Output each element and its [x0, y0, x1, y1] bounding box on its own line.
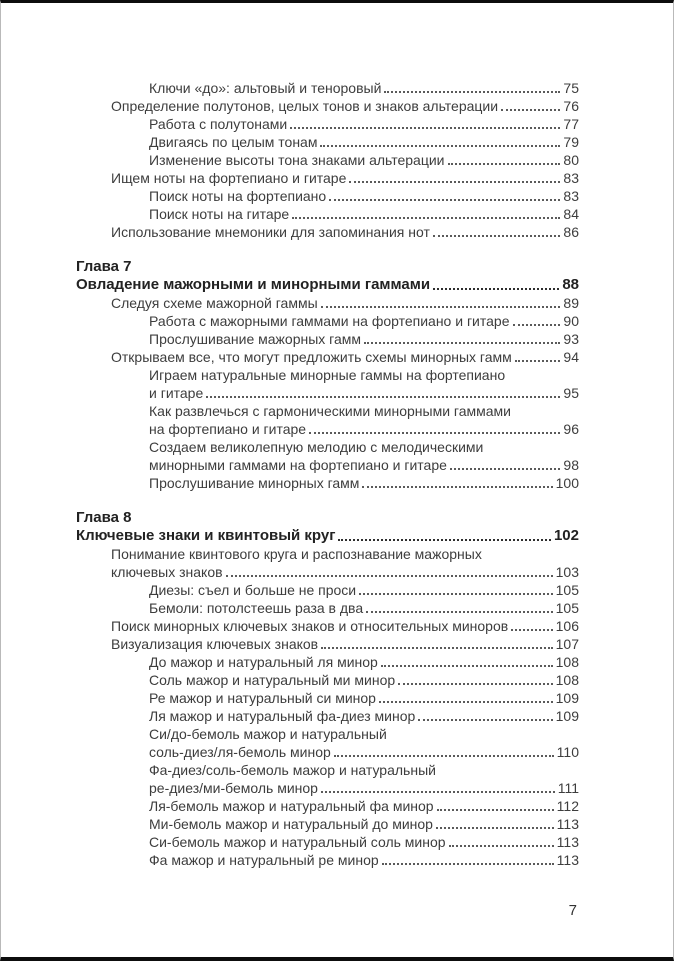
- dot-leader: [376, 689, 556, 707]
- dot-leader: [359, 474, 555, 492]
- toc-entry-page: 109: [555, 708, 579, 724]
- toc-entry-text: Определение полутонов, целых тонов и знаков альтерации: [111, 98, 499, 114]
- toc-entry-row: [149, 653, 579, 671]
- dot-leader: [434, 797, 557, 815]
- toc-entry-row: [149, 151, 579, 169]
- dot-leader: [289, 205, 563, 223]
- toc-entry-page: 93: [563, 331, 579, 347]
- dot-leader: [203, 384, 563, 402]
- dot-leader: [430, 276, 562, 294]
- toc-entry: [76, 79, 579, 97]
- folio-page-number: 7: [568, 902, 577, 919]
- toc-entry-row: [149, 743, 579, 761]
- toc-entry-page: 75: [563, 80, 579, 96]
- dot-leader: [395, 671, 556, 689]
- toc-entry-text: Работа с полутонами: [149, 116, 288, 132]
- toc-entry-text: Изменение высоты тона знаками альтерации: [149, 152, 445, 168]
- toc-entry-row: [149, 599, 579, 617]
- toc-entry: [76, 151, 579, 169]
- toc-entry-page: 90: [563, 313, 579, 329]
- toc-entry-text: Играем натуральные минорные гаммы на фортепиано: [149, 367, 506, 383]
- toc-entry-page: 106: [555, 618, 579, 634]
- toc-entry-text: Создаем великолепную мелодию с мелодическими: [149, 439, 484, 455]
- toc-entry-page: 95: [563, 385, 579, 401]
- toc-entry: [76, 833, 579, 851]
- toc-entry-row: [76, 276, 579, 294]
- toc-entry-text: Си-бемоль мажор и натуральный соль минор: [149, 834, 446, 850]
- toc-entry-page: 103: [555, 564, 579, 580]
- toc-entry-row: [149, 79, 579, 97]
- toc-entry-page: 83: [563, 170, 579, 186]
- toc-entry: [76, 205, 579, 223]
- toc-entry-page: 110: [556, 744, 579, 760]
- toc-entry-text: Использование мнемоники для запоминания нот: [111, 224, 430, 240]
- toc-entry-page: 77: [563, 116, 579, 132]
- toc-entry-page: 113: [556, 834, 579, 850]
- dot-leader: [508, 617, 555, 635]
- dot-leader: [306, 420, 563, 438]
- chapter-label: Глава 7: [76, 258, 132, 275]
- dot-leader: [378, 653, 556, 671]
- dot-leader: [498, 97, 563, 115]
- toc-entry: [76, 312, 579, 330]
- toc-entry: [76, 474, 579, 492]
- toc-entry: [76, 187, 579, 205]
- toc-entry-text: Ля-бемоль мажор и натуральный фа минор: [149, 798, 434, 814]
- toc-entry-text: Визуализация ключевых знаков: [111, 636, 319, 652]
- toc-entry-page: 108: [555, 672, 579, 688]
- toc-entry-text: Ми-бемоль мажор и натуральный до минор: [149, 816, 433, 832]
- toc-entry-row: [149, 205, 579, 223]
- dot-leader: [446, 833, 557, 851]
- dot-leader: [415, 707, 555, 725]
- dot-leader: [331, 743, 557, 761]
- toc-entry-row: [149, 689, 579, 707]
- toc-entry: [76, 97, 579, 115]
- dot-leader: [318, 294, 564, 312]
- toc-entry-page: 112: [556, 798, 579, 814]
- toc-entry-text: Ля мажор и натуральный фа-диез минор: [149, 708, 416, 724]
- toc-entry-text: Понимание квинтового круга и распознавание мажорных: [111, 546, 482, 562]
- dot-leader: [430, 223, 564, 241]
- toc-entry-text: Поиск минорных ключевых знаков и относительных миноров: [111, 618, 509, 634]
- toc-entry-text: Овладение мажорными и минорными гаммами: [76, 276, 431, 293]
- toc-entry-text: соль-диез/ля-бемоль минор: [149, 744, 331, 760]
- toc-entry-page: 102: [553, 527, 579, 544]
- toc-entry-text: Ищем ноты на фортепиано и гитаре: [111, 170, 347, 186]
- dot-leader: [512, 348, 564, 366]
- toc-entry: [76, 581, 579, 599]
- toc-entry: [76, 653, 579, 671]
- dot-leader: [447, 456, 564, 474]
- toc-entry: [76, 725, 579, 761]
- toc-entry: [76, 223, 579, 241]
- toc-entry-page: 96: [563, 421, 579, 437]
- dot-leader: [361, 330, 563, 348]
- dot-leader: [346, 169, 563, 187]
- toc-entry-row: [149, 330, 579, 348]
- toc-entry-text: Фа-диез/соль-бемоль мажор и натуральный: [149, 762, 436, 778]
- toc-entry-row: [149, 797, 579, 815]
- toc-entry-row: [111, 617, 579, 635]
- toc-entry-page: 89: [563, 295, 579, 311]
- toc-entry-page: 98: [563, 457, 579, 473]
- toc-entry-row: [149, 384, 579, 402]
- toc-entry: [76, 527, 579, 545]
- toc-entry-row: [149, 815, 579, 833]
- toc-entry: [76, 851, 579, 869]
- toc-entry-text: Си/до-бемоль мажор и натуральный: [149, 726, 387, 742]
- toc-entry-row: [149, 851, 579, 869]
- toc-entry-page: 84: [563, 206, 579, 222]
- toc-entry: [76, 761, 579, 797]
- toc-entry-row: [111, 563, 579, 581]
- toc-entry-row: [111, 635, 579, 653]
- toc-entry-text: Ключевые знаки и квинтовый круг: [76, 527, 336, 544]
- toc-entry-row: [149, 312, 579, 330]
- toc-entry: [76, 599, 579, 617]
- toc-entry-page: 88: [562, 276, 579, 293]
- toc-entry-text: Фа мажор и натуральный ре минор: [149, 852, 379, 868]
- toc-entry: [76, 169, 579, 187]
- toc-entry-text: Соль мажор и натуральный ми минор: [149, 672, 396, 688]
- toc-entry-text: ре-диез/ми-бемоль минор: [149, 780, 318, 796]
- toc-entry-row: [149, 115, 579, 133]
- dot-leader: [318, 779, 558, 797]
- dot-leader: [335, 527, 554, 545]
- toc-entry-text: Ключи «до»: альтовый и теноровый: [149, 80, 382, 96]
- toc-entry-text: Работа с мажорными гаммами на фортепиано и гитаре: [149, 313, 510, 329]
- toc-entry: [76, 330, 579, 348]
- toc-entry-page: 86: [563, 224, 579, 240]
- chapter-label: Глава 8: [76, 509, 132, 526]
- toc-entry: [76, 617, 579, 635]
- toc-entry: [76, 276, 579, 294]
- toc-entry: [76, 671, 579, 689]
- toc-entry-text: Прослушивание мажорных гамм: [149, 331, 362, 347]
- toc-entry: [76, 707, 579, 725]
- toc-entry-text: на фортепиано и гитаре: [149, 421, 307, 437]
- toc-entry-page: 76: [563, 98, 579, 114]
- toc-entry-text: Двигаясь по целым тонам: [149, 134, 318, 150]
- dot-leader: [510, 312, 564, 330]
- toc-entry: [76, 438, 579, 474]
- toc-entry: [76, 545, 579, 581]
- toc-entry-row: [149, 474, 579, 492]
- dot-leader: [433, 815, 557, 833]
- toc-entry-row: [111, 223, 579, 241]
- toc-entry-page: 113: [556, 852, 579, 868]
- toc-entry-row: [149, 707, 579, 725]
- dot-leader: [356, 581, 556, 599]
- toc-entry-page: 79: [563, 134, 579, 150]
- toc-entry-row: [149, 420, 579, 438]
- toc-entry-row: [149, 833, 579, 851]
- toc-entry-page: 111: [557, 780, 579, 796]
- toc-entry-text: Диезы: съел и больше не проси: [149, 582, 357, 598]
- toc-entry-text: Прослушивание минорных гамм: [149, 475, 360, 491]
- toc-entry-row: [149, 581, 579, 599]
- toc-entry-row: [149, 187, 579, 205]
- toc-entry: [76, 294, 579, 312]
- toc-entry-row: [76, 527, 579, 545]
- toc-entry: [76, 689, 579, 707]
- toc-entry-row: [111, 169, 579, 187]
- toc-entry-text: Бемоли: потолстеешь раза в два: [149, 600, 364, 616]
- dot-leader: [287, 115, 563, 133]
- toc-entry: [76, 635, 579, 653]
- dot-leader: [379, 851, 557, 869]
- toc-entry-text: Ре мажор и натуральный си минор: [149, 690, 376, 706]
- toc-entry-text: Как развлечься с гармоническими минорными гаммами: [149, 403, 511, 419]
- toc-entry-page: 109: [555, 690, 579, 706]
- toc-entry: [76, 115, 579, 133]
- toc-entry-page: 80: [563, 152, 579, 168]
- toc-entry-text: и гитаре: [149, 385, 204, 401]
- dot-leader: [317, 133, 563, 151]
- dot-leader: [326, 187, 563, 205]
- toc-entry-text: До мажор и натуральный ля минор: [149, 654, 378, 670]
- toc-entry-page: 105: [555, 600, 579, 616]
- toc-entry-text: минорными гаммами на фортепиано и гитаре: [149, 457, 447, 473]
- toc-entry-text: Открываем все, что могут предложить схемы минорных гамм: [111, 349, 512, 365]
- dot-leader: [381, 79, 563, 97]
- dot-leader: [363, 599, 556, 617]
- toc-entry-row: [149, 779, 579, 797]
- toc-entry: [76, 797, 579, 815]
- toc-entry-row: [149, 456, 579, 474]
- toc-entry-text: Следуя схеме мажорной гаммы: [111, 295, 318, 311]
- toc-list: [76, 79, 579, 869]
- toc-entry-row: [149, 133, 579, 151]
- toc-entry: [76, 366, 579, 402]
- toc-entry-page: 107: [555, 636, 579, 652]
- toc-entry: [76, 815, 579, 833]
- toc-entry: [76, 133, 579, 151]
- toc-entry-row: [149, 671, 579, 689]
- toc-entry-page: 94: [563, 349, 579, 365]
- toc-entry-text: Поиск ноты на фортепиано: [149, 188, 327, 204]
- dot-leader: [318, 635, 556, 653]
- dot-leader: [445, 151, 564, 169]
- toc-entry-text: ключевых знаков: [111, 564, 223, 580]
- toc-entry-row: [111, 294, 579, 312]
- toc-entry-text: Поиск ноты на гитаре: [149, 206, 290, 222]
- toc-entry-row: [111, 348, 579, 366]
- toc-entry: [76, 348, 579, 366]
- dot-leader: [223, 563, 556, 581]
- toc-entry-page: 108: [555, 654, 579, 670]
- toc-entry-page: 105: [555, 582, 579, 598]
- toc-entry-page: 100: [555, 475, 579, 491]
- toc-entry: [76, 402, 579, 438]
- toc-entry-page: 83: [563, 188, 579, 204]
- toc-entry-row: [111, 97, 579, 115]
- toc-entry-page: 113: [556, 816, 579, 832]
